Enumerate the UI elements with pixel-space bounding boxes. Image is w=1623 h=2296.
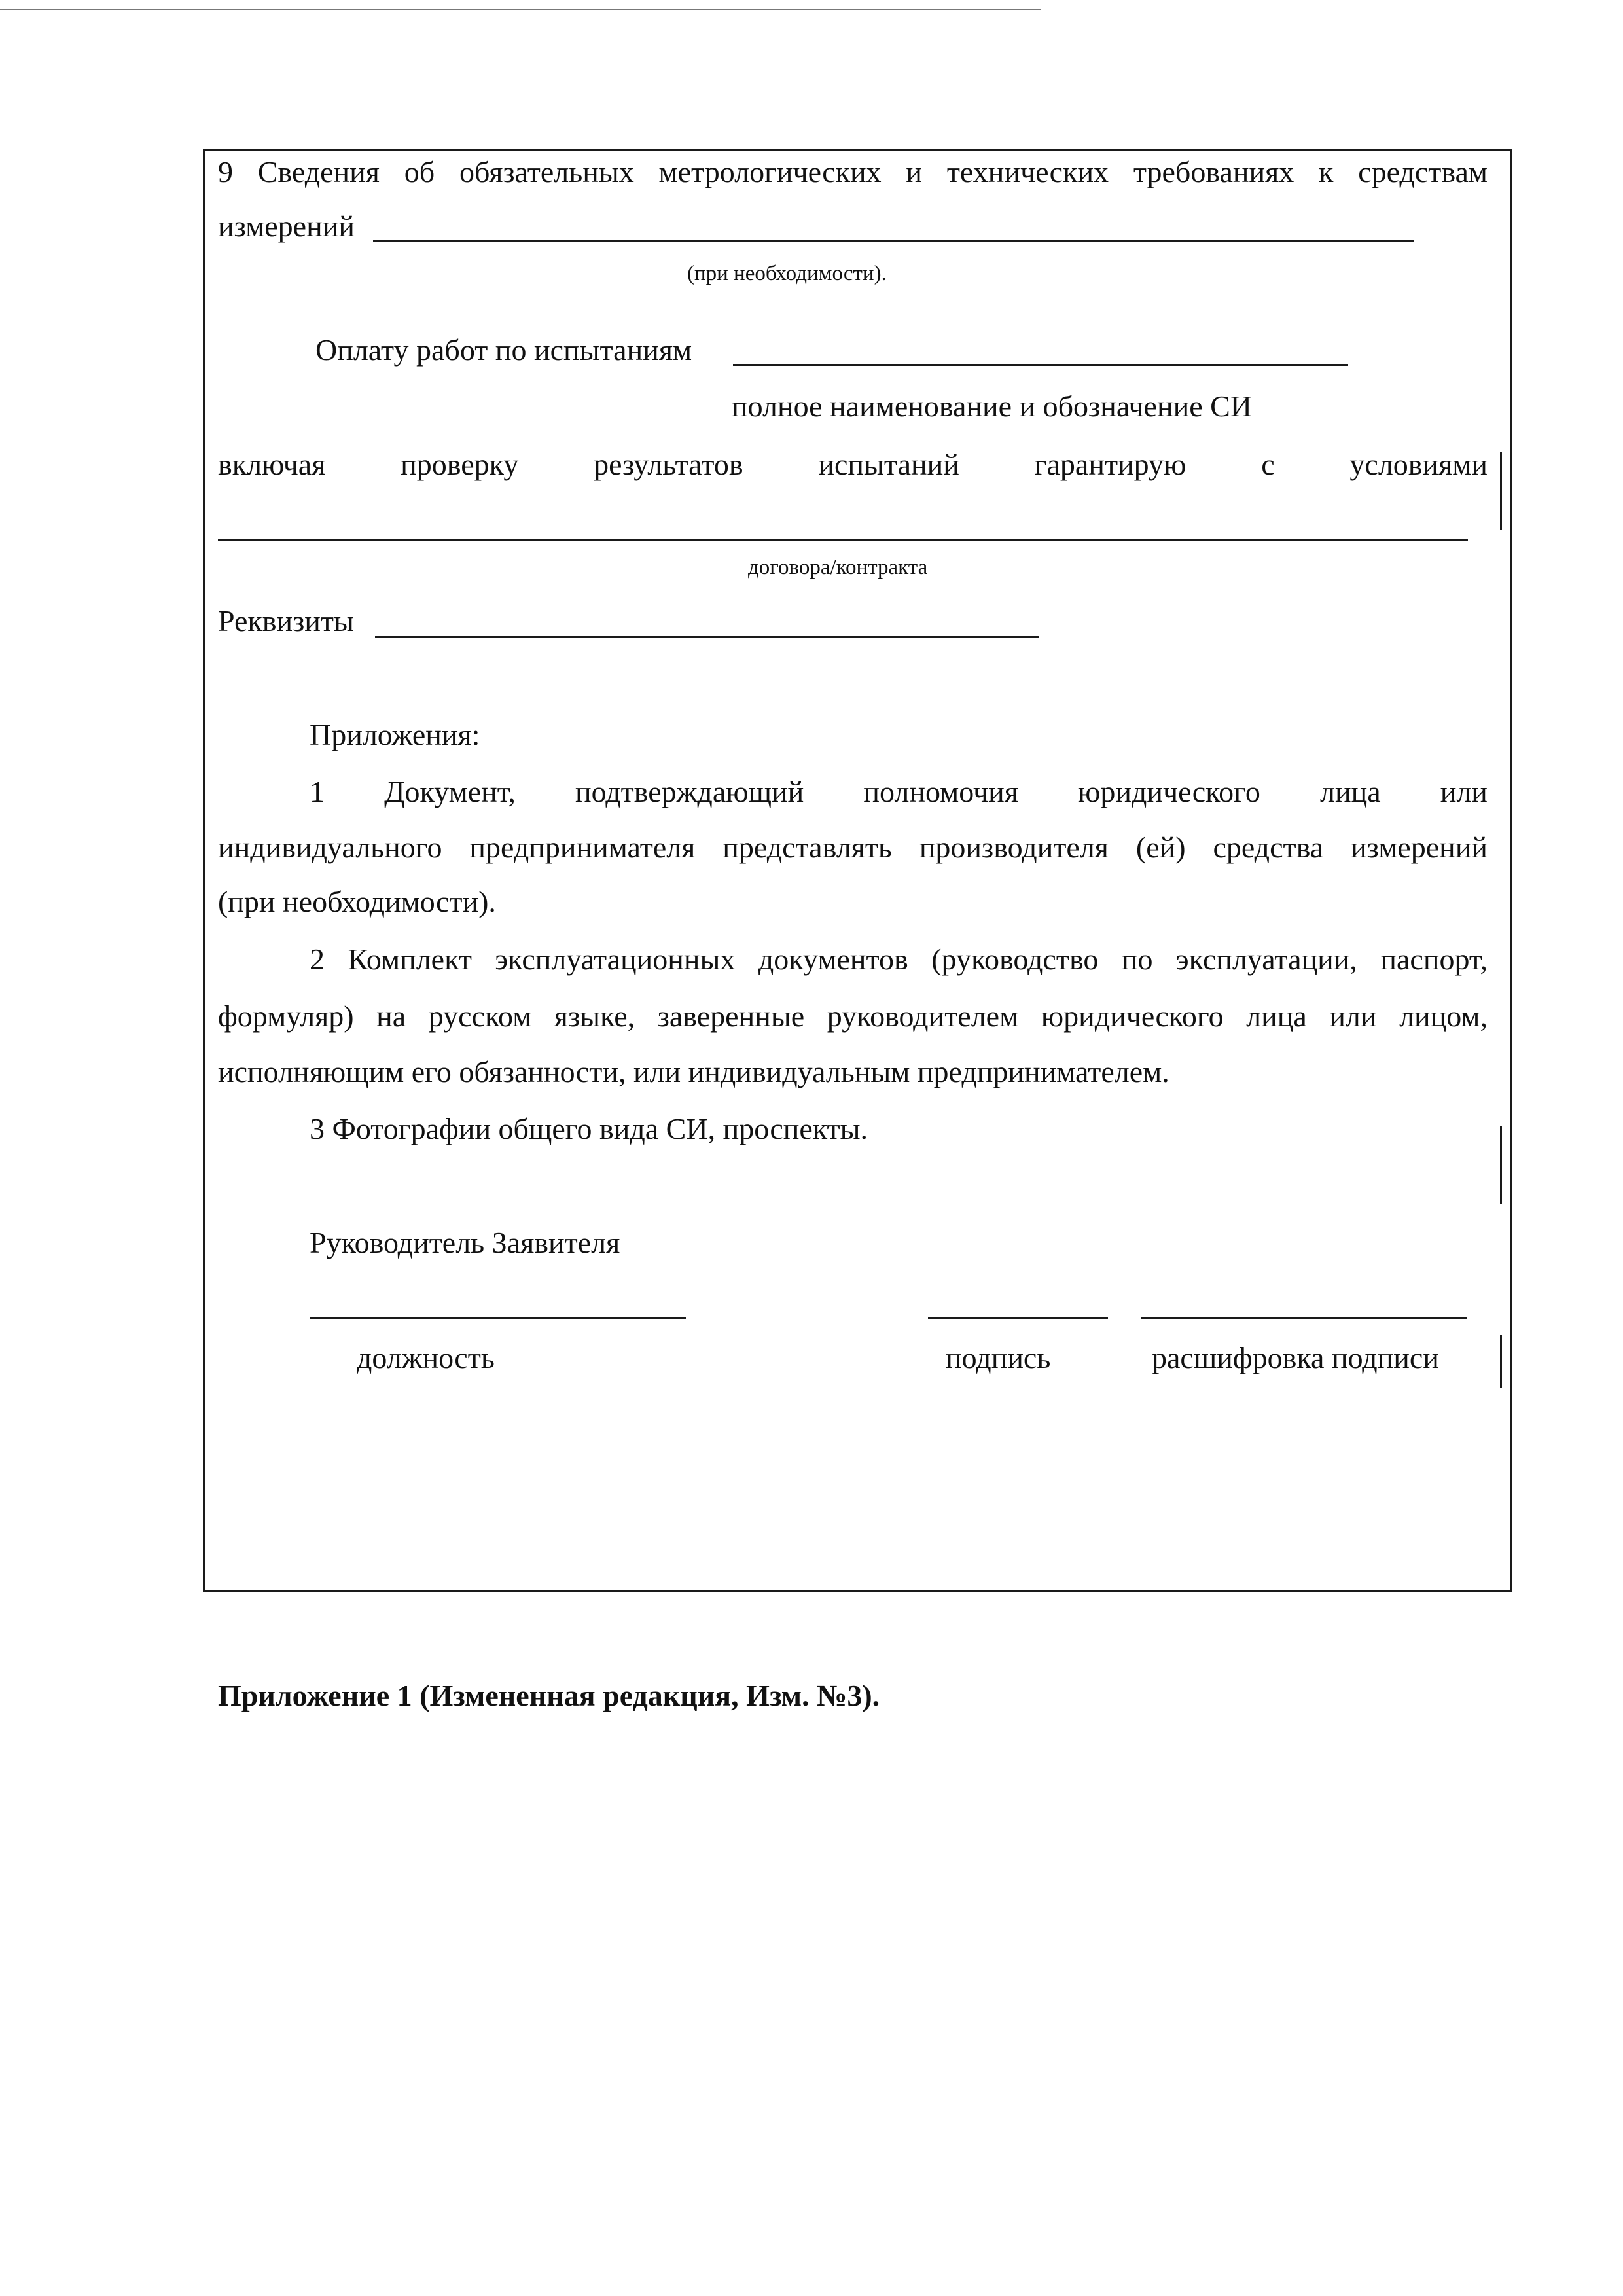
- requisites-label: Реквизиты: [218, 604, 354, 637]
- attachment1-word: 1: [310, 775, 325, 808]
- attachment1-line2: индивидуального предпринимателя представлять производителя (ей) средства измерений: [218, 831, 1488, 864]
- contract-fill-line: [218, 539, 1468, 541]
- contract-caption: договора/контракта: [748, 556, 928, 579]
- payment-word: испытаний: [818, 448, 959, 481]
- frame-edge-mark: [1500, 1126, 1502, 1204]
- payment-caption: полное наименование и обозначение СИ: [732, 389, 1253, 423]
- attachment1-line1: [310, 777, 1488, 807]
- attachment1-word: или: [1440, 775, 1488, 808]
- attachment2-line2: формуляр) на русском языке, заверенные руководителем юридического лица или лицом,: [218, 999, 1488, 1033]
- attachment2-line1: 2 Комплект эксплуатационных документов (руководство по эксплуатации, паспорт,: [310, 942, 1488, 976]
- section9-line1: 9 Сведения об обязательных метрологических и технических требованиях к средствам: [218, 155, 1488, 188]
- payment-word: с: [1261, 448, 1275, 481]
- payment-fill-line: [733, 364, 1348, 366]
- payment-justified-line: [218, 450, 1488, 480]
- frame-edge-mark: [1500, 452, 1502, 530]
- attachment1-line3: (при необходимости).: [218, 885, 496, 918]
- payment-word: проверку: [401, 448, 519, 481]
- signature-fill-line: [928, 1317, 1108, 1319]
- attachment1-word: подтверждающий: [575, 775, 804, 808]
- attachment3: 3 Фотографии общего вида СИ, проспекты.: [310, 1112, 868, 1145]
- scan-artifact-line: [0, 9, 1041, 10]
- section9-fill-line: [373, 240, 1414, 242]
- footer-note: Приложение 1 (Измененная редакция, Изм. №3).: [218, 1679, 880, 1712]
- payment-word: гарантирую: [1034, 448, 1186, 481]
- attachment1-word: юридического: [1078, 775, 1260, 808]
- attachment2-line3: исполняющим его обязанности, или индивидуальным предпринимателем.: [218, 1055, 1169, 1088]
- section9-note: (при необходимости).: [687, 262, 887, 285]
- attachments-heading: Приложения:: [310, 718, 480, 751]
- payment-word: включая: [218, 448, 326, 481]
- payment-word: результатов: [594, 448, 743, 481]
- requisites-fill-line: [375, 636, 1039, 638]
- signature-label: подпись: [946, 1341, 1051, 1374]
- position-label: должность: [357, 1341, 495, 1374]
- signature-heading: Руководитель Заявителя: [310, 1226, 620, 1259]
- section9-line2: измерений: [218, 209, 355, 243]
- decoding-fill-line: [1141, 1317, 1467, 1319]
- payment-text: Оплату работ по испытаниям: [315, 333, 692, 367]
- payment-word: условиями: [1349, 448, 1488, 481]
- position-fill-line: [310, 1317, 686, 1319]
- decoding-label: расшифровка подписи: [1152, 1341, 1439, 1374]
- attachment1-word: лица: [1320, 775, 1381, 808]
- attachment1-word: полномочия: [863, 775, 1018, 808]
- attachment1-word: Документ,: [384, 775, 516, 808]
- frame-edge-mark: [1500, 1335, 1502, 1388]
